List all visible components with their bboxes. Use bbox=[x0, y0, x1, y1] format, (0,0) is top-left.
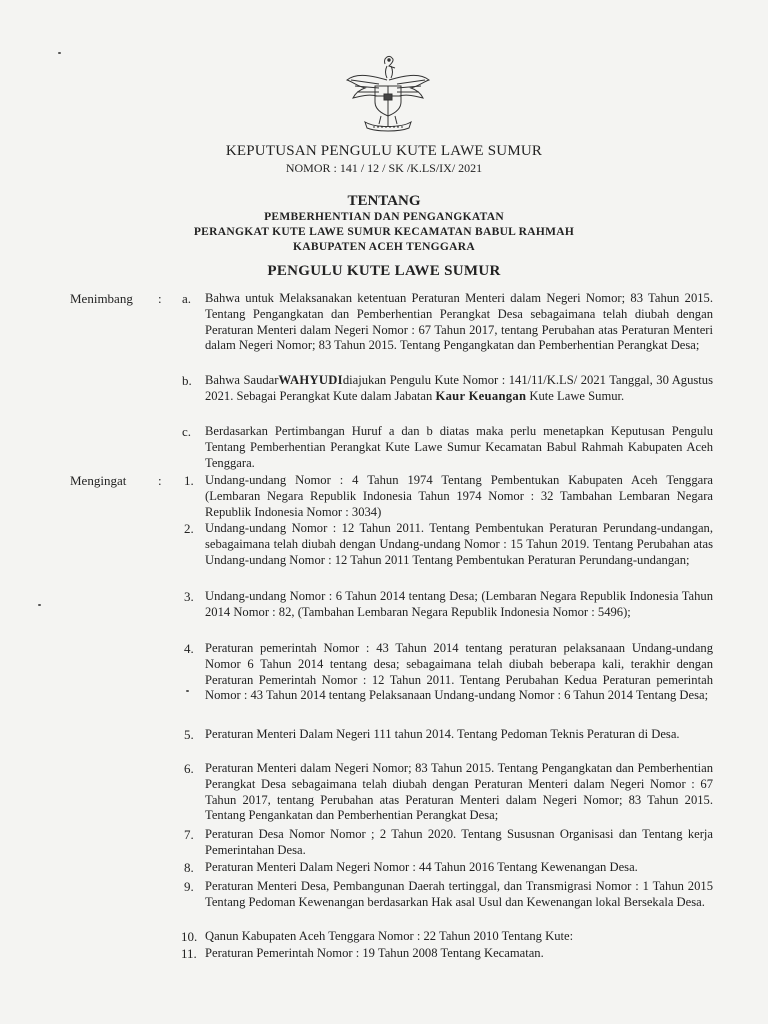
text-middle: diajukan Pengulu Kute Nomor : 141/11/K.LS/ 2021 Tanggal, 30 Agustus 2021. Sebagai Perangkat Kute dalam Jabatan bbox=[205, 373, 713, 403]
mengingat-label: Mengingat bbox=[70, 473, 127, 488]
item-marker: 8. bbox=[184, 860, 194, 875]
document-title: KEPUTUSAN PENGULU KUTE LAWE SUMUR bbox=[225, 143, 543, 159]
issuer-heading: PENGULU KUTE LAWE SUMUR bbox=[267, 263, 501, 279]
item-text: Peraturan Pemerintah Nomor : 19 Tahun 2008 Tentang Kecamatan. bbox=[205, 946, 544, 960]
position-title: Kaur Keuangan bbox=[435, 388, 527, 403]
document-number: NOMOR : 141 / 12 / SK /K.LS/IX/ 2021 bbox=[285, 161, 483, 175]
text-after: Kute Lawe Sumur. bbox=[526, 388, 625, 403]
item-marker: c. bbox=[182, 424, 192, 439]
item-text: Peraturan Desa Nomor Nomor ; 2 Tahun 2020. Tentang Sususnan Organisasi dan Tentang kerja Pemerintahan Desa. bbox=[205, 827, 713, 857]
item-marker: 4. bbox=[184, 641, 194, 656]
item-text: Undang-undang Nomor : 12 Tahun 2011. Tentang Pembentukan Peraturan Perundang-undangan, sebagaimana telah diubah dengan Undang-undang Nomor : 15 Tahun 2019. Tentang Perubahan atas Undang-undang Nomor : 12 Tahun 2011 Tentang Pembentukan Peraturan Perundang-undangan; bbox=[205, 521, 713, 567]
menimbang-colon: : bbox=[158, 291, 162, 306]
item-text: Peraturan pemerintah Nomor : 43 Tahun 2014 tentang peraturan pelaksanaan Undang-undang Nomor 6 Tahun 2014 tentang desa; sebagaimana telah diubah beberapa kali, terakhir dengan Peraturan Pemerintah Nomor : 12 Tahun 2011. Tentang Perubahan Kedua Peraturan pemerintah Nomor : 43 Tahun 2014 tentang Pelaksanaan Undang-undang Nomor : 6 Tahun 2014 Tentang Desa; bbox=[205, 641, 713, 703]
item-text: Peraturan Menteri Dalam Negeri Nomor : 44 Tahun 2016 Tentang Kewenangan Desa. bbox=[205, 860, 638, 874]
item-marker: 5. bbox=[184, 727, 194, 742]
person-name: WAHYUDI bbox=[278, 373, 343, 387]
subject-line-2: PERANGKAT KUTE LAWE SUMUR KECAMATAN BABUL RAHMAH bbox=[193, 226, 575, 238]
item-marker: 6. bbox=[184, 761, 194, 776]
subject-line-1: PEMBERHENTIAN DAN PENGANGKATAN bbox=[264, 211, 504, 223]
item-text: Bahwa untuk Melaksanakan ketentuan Peraturan Menteri dalam Negeri Nomor; 83 Tahun 2015. Tentang Pengangkatan dan Pemberhentian Perangkat Desa sebagaimana telah diubah dengan Peraturan Menteri dalam Negeri Nomor : 67 Tahun 2017, tentang Perubahan atas Peraturan Menteri dalam Negeri Nomor; 83 Tahun 2015. Tentang Pengangkatan dan Pemberhentian Perangkat Desa; bbox=[205, 291, 713, 353]
item-marker: 9. bbox=[184, 879, 194, 894]
item-marker: a. bbox=[182, 291, 192, 306]
item-marker: 10. bbox=[181, 929, 198, 944]
item-text: Undang-undang Nomor : 4 Tahun 1974 Tentang Pembentukan Kabupaten Aceh Tenggara (Lembaran Negara Republik Indonesia Tahun 1974 Nomor : 32 Tambahan Lembaran Negara Republik Indonesia Nomor : 3034) bbox=[205, 473, 713, 519]
item-text: Peraturan Menteri dalam Negeri Nomor; 83 Tahun 2015. Tentang Pengangkatan dan Pemberhentian Perangkat Desa sebagaimana telah diubah dengan Peraturan Menteri dalam Negeri Nomor : 67 Tahun 2017, tentang Perubahan atas Peraturan Menteri dalam Negeri Nomor; 83 Tahun 2015. Tentang Pengankatan dan Pemberhentian Perangkat Desa; bbox=[205, 761, 713, 823]
tentang-heading: TENTANG bbox=[347, 193, 421, 209]
menimbang-label: Menimbang bbox=[70, 291, 133, 306]
item-text: Berdasarkan Pertimbangan Huruf a dan b diatas maka perlu menetapkan Keputusan Pengulu Tentang Pemberhentian Perangkat Kute Lawe Sumur Kecamatan Babul Rahmah Kabupaten Aceh Tenggara. bbox=[205, 424, 713, 470]
item-text: Qanun Kabupaten Aceh Tenggara Nomor : 22 Tahun 2010 Tentang Kute: bbox=[205, 929, 574, 943]
item-text: Undang-undang Nomor : 6 Tahun 2014 tentang Desa; (Lembaran Negara Republik Indonesia Tahun 2014 Nomor : 82, (Tambahan Lembaran Negara Republik Indonesia Nomor : 5496); bbox=[205, 589, 713, 619]
item-text: Peraturan Menteri Dalam Negeri 111 tahun 2014. Tentang Pedoman Teknis Peraturan di Desa. bbox=[205, 727, 680, 741]
text-before-name: Bahwa Saudar bbox=[205, 373, 279, 387]
subject-line-3: KABUPATEN ACEH TENGGARA bbox=[293, 241, 475, 253]
item-marker: 1. bbox=[184, 473, 194, 488]
item-marker: 11. bbox=[181, 946, 197, 961]
item-text: Peraturan Menteri Desa, Pembangunan Daerah tertinggal, dan Transmigrasi Nomor : 1 Tahun 2015 Tentang Pedoman Kewenangan berdasarkan Hak asal Usul dan Kewenangan lokal Bersekala Desa. bbox=[205, 879, 713, 909]
item-marker: b. bbox=[182, 373, 192, 388]
item-marker: 7. bbox=[184, 827, 194, 842]
garuda-emblem-icon bbox=[343, 50, 433, 136]
mengingat-colon: : bbox=[158, 473, 162, 488]
item-text bbox=[205, 373, 713, 405]
item-marker: 2. bbox=[184, 521, 194, 536]
scan-speck bbox=[58, 52, 61, 54]
scan-speck bbox=[38, 604, 41, 606]
scan-speck bbox=[186, 690, 189, 692]
item-marker: 3. bbox=[184, 589, 194, 604]
